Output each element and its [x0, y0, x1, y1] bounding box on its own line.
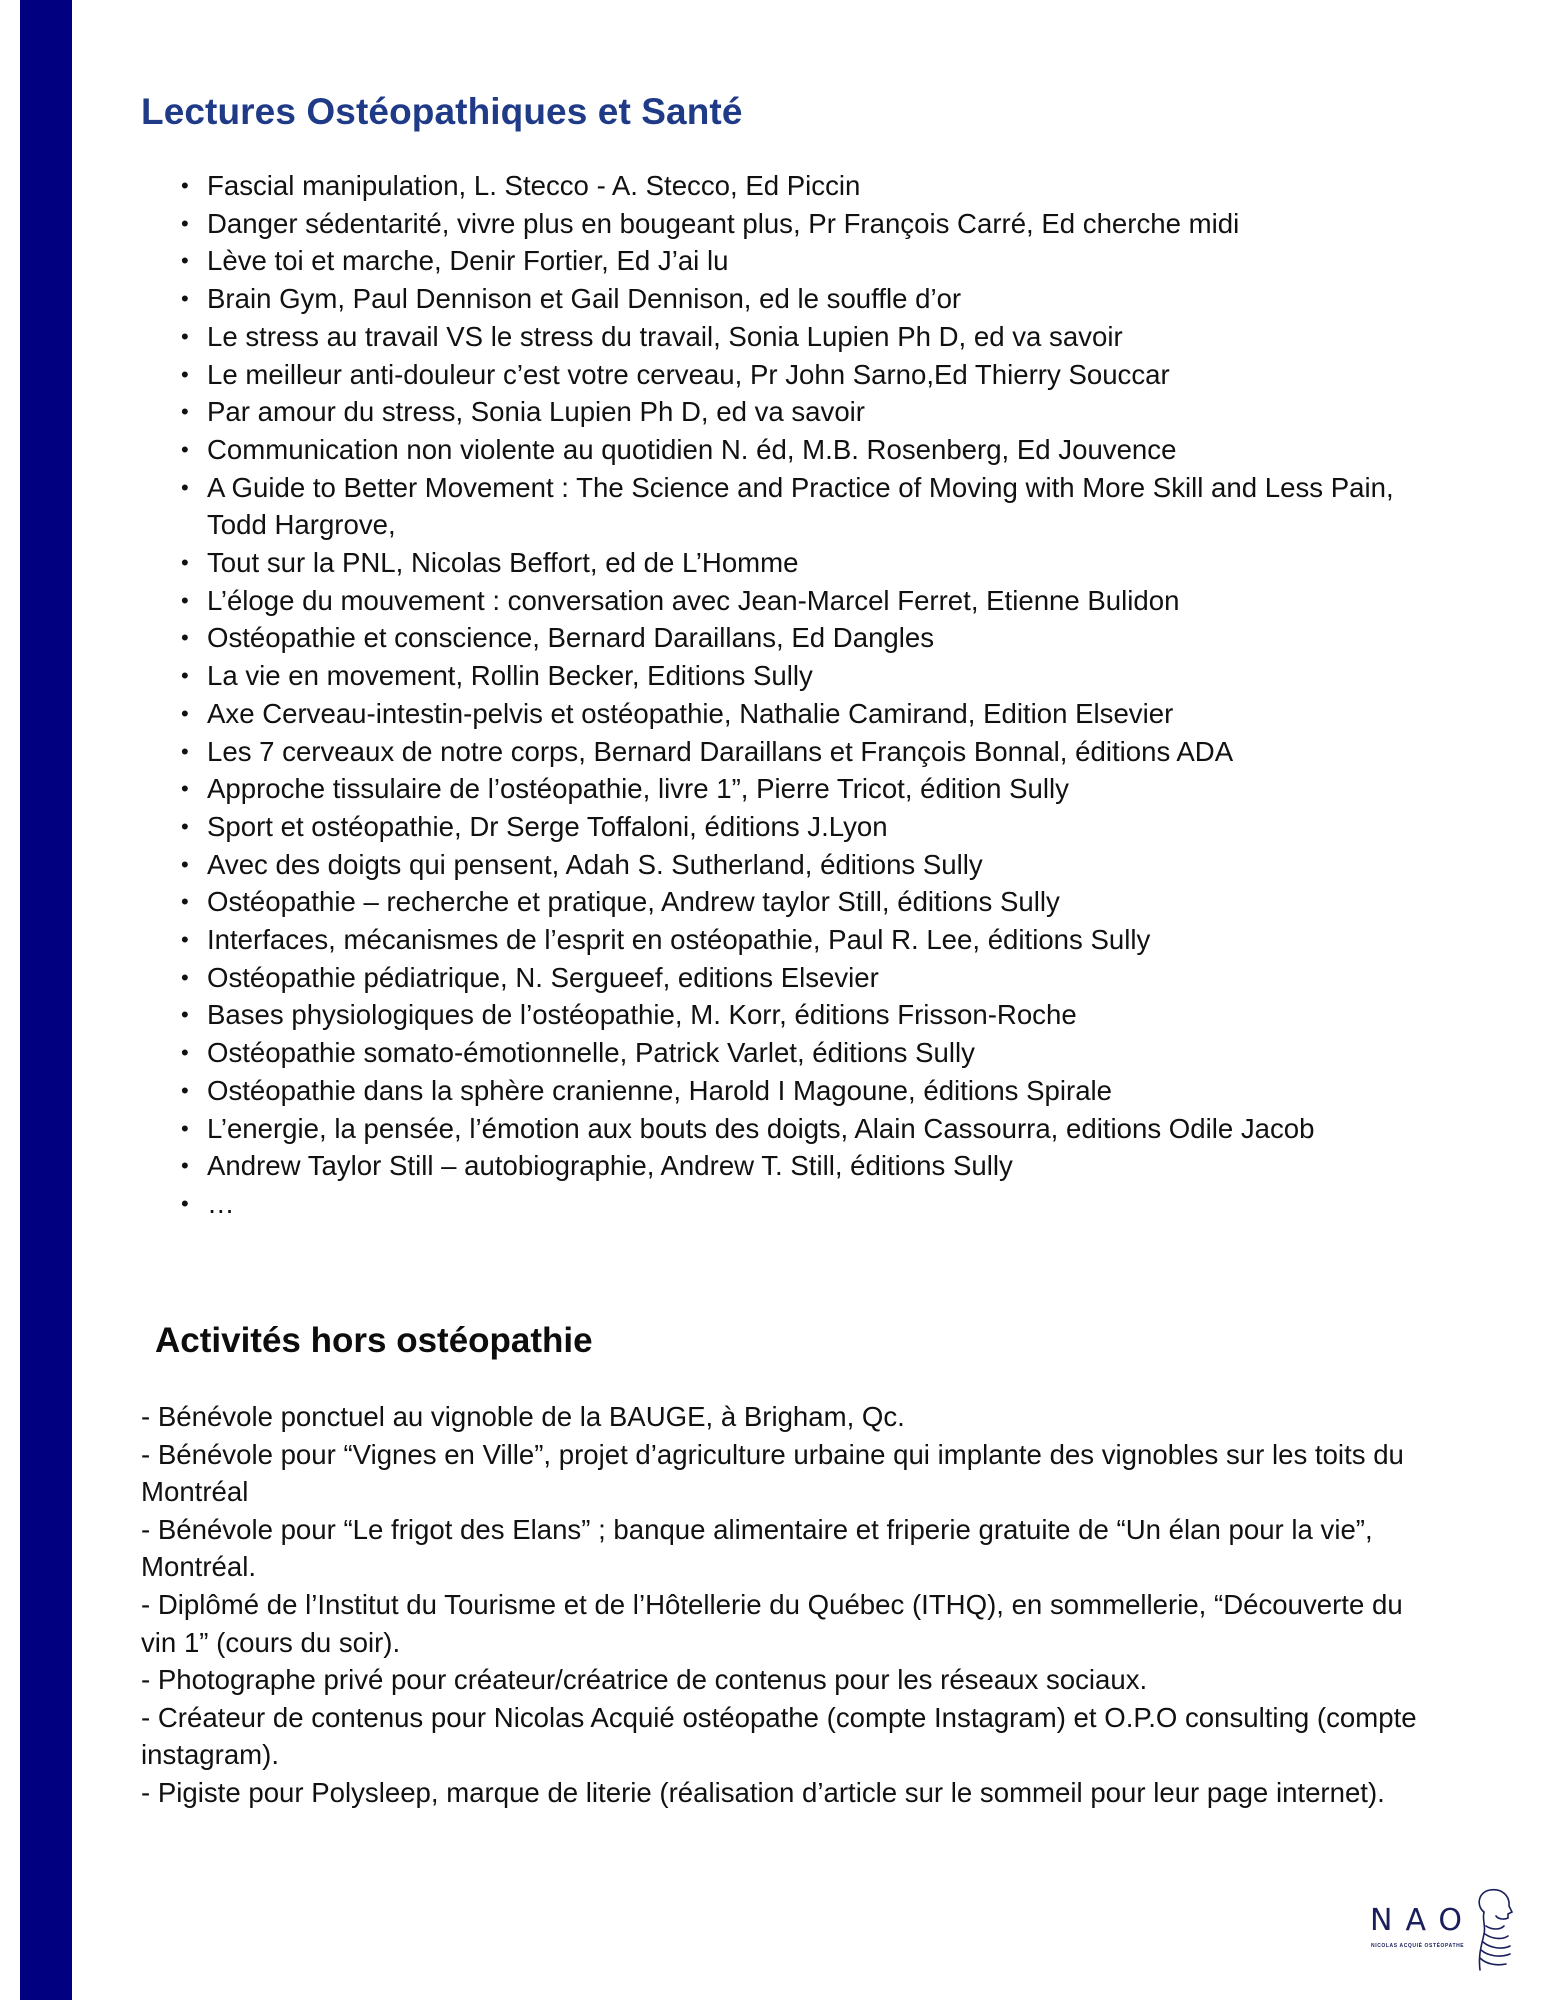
bullet-icon: • [181, 1190, 189, 1216]
bullet-icon: • [181, 889, 189, 915]
reading-list-item [181, 1147, 1447, 1185]
reading-item-text: Ostéopathie dans la sphère cranienne, Harold I Magoune, éditions Spirale [207, 1074, 1113, 1106]
reading-item-text: Interfaces, mécanismes de l’esprit en ostéopathie, Paul R. Lee, éditions Sully [207, 924, 1151, 956]
reading-list-item [181, 582, 1447, 620]
activity-item: - Bénévole pour “Le frigot des Elans” ; banque alimentaire et friperie gratuite de “Un élan pour la vie”, Montréal. [141, 1513, 1373, 1583]
reading-list-item [181, 1034, 1447, 1072]
bullet-icon: • [181, 1115, 189, 1141]
bullet-icon: • [181, 323, 189, 349]
bullet-icon: • [181, 361, 189, 387]
reading-list-item [181, 167, 1447, 205]
reading-list-item [181, 242, 1447, 280]
reading-item-text: Tout sur la PNL, Nicolas Beffort, ed de L’Homme [207, 547, 799, 579]
reading-list-item [181, 431, 1447, 469]
activity-item: - Pigiste pour Polysleep, marque de literie (réalisation d’article sur le sommeil pour leur page internet). [141, 1776, 1385, 1808]
reading-list [181, 167, 1447, 1223]
reading-list-item [181, 393, 1447, 431]
activity-item: - Photographe privé pour créateur/créatrice de contenus pour les réseaux sociaux. [141, 1664, 1148, 1696]
bullet-icon: • [181, 399, 189, 425]
reading-list-item [181, 959, 1447, 997]
reading-list-item [181, 469, 1447, 544]
reading-list-item [181, 883, 1447, 921]
reading-list-item [181, 657, 1447, 695]
bullet-icon: • [181, 248, 189, 274]
reading-item-text: Axe Cerveau-intestin-pelvis et ostéopathie, Nathalie Camirand, Edition Elsevier [207, 697, 1174, 729]
reading-item-text: Sport et ostéopathie, Dr Serge Toffaloni, éditions J.Lyon [207, 810, 888, 842]
activities-list [141, 1398, 1441, 1812]
reading-item-text: A Guide to Better Movement : The Science and Practice of Moving with More Skill and Less Pain, Todd Hargrove, [207, 471, 1394, 541]
reading-list-item [181, 544, 1447, 582]
bullet-icon: • [181, 927, 189, 953]
reading-item-text: Ostéopathie – recherche et pratique, Andrew taylor Still, éditions Sully [207, 886, 1060, 918]
reading-list-item [181, 280, 1447, 318]
reading-item-text: Danger sédentarité, vivre plus en bougeant plus, Pr François Carré, Ed cherche midi [207, 207, 1240, 239]
reading-item-text: Communication non violente au quotidien N. éd, M.B. Rosenberg, Ed Jouvence [207, 433, 1177, 465]
bullet-icon: • [181, 700, 189, 726]
reading-item-text: Les 7 cerveaux de notre corps, Bernard Daraillans et François Bonnal, éditions ADA [207, 735, 1234, 767]
bullet-icon: • [181, 550, 189, 576]
bullet-icon: • [181, 663, 189, 689]
logo-wordmark: NAO [1370, 1903, 1476, 1938]
reading-item-text: L’éloge du mouvement : conversation avec Jean-Marcel Ferret, Etienne Bulidon [207, 584, 1180, 616]
reading-item-text: Brain Gym, Paul Dennison et Gail Dennison, ed le souffle d’or [207, 283, 962, 315]
reading-list-item [181, 808, 1447, 846]
activity-item: - Diplômé de l’Institut du Tourisme et de l’Hôtellerie du Québec (ITHQ), en sommellerie, “Découverte du vin 1” (cours du soir). [141, 1588, 1403, 1658]
reading-item-text: … [207, 1187, 235, 1219]
reading-list-item [181, 1072, 1447, 1110]
logo-subtitle: NICOLAS ACQUIÉ OSTÉOPATHE [1371, 1943, 1465, 1949]
reading-item-text: Ostéopathie et conscience, Bernard Daraillans, Ed Dangles [207, 622, 935, 654]
reading-list-item [181, 996, 1447, 1034]
activity-item: - Bénévole ponctuel au vignoble de la BAUGE, à Brigham, Qc. [141, 1401, 905, 1432]
reading-item-text: Avec des doigts qui pensent, Adah S. Sutherland, éditions Sully [207, 848, 983, 880]
reading-item-text: Le meilleur anti-douleur c’est votre cerveau, Pr John Sarno,Ed Thierry Souccar [207, 358, 1170, 390]
reading-section-title: Lectures Ostéopathiques et Santé [141, 91, 743, 132]
reading-item-text: Par amour du stress, Sonia Lupien Ph D, ed va savoir [207, 396, 865, 428]
bullet-icon: • [181, 1002, 189, 1028]
reading-list-item [181, 846, 1447, 884]
activity-item: - Créateur de contenus pour Nicolas Acquié ostéopathe (compte Instagram) et O.P.O consulting (compte instagram). [141, 1701, 1417, 1771]
bullet-icon: • [181, 851, 189, 877]
reading-list-item [181, 356, 1447, 394]
reading-list-item [181, 205, 1447, 243]
reading-item-text: Lève toi et marche, Denir Fortier, Ed J’ai lu [207, 245, 729, 277]
reading-item-text: Approche tissulaire de l’ostéopathie, livre 1”, Pierre Tricot, édition Sully [207, 773, 1069, 805]
reading-list-item [181, 1110, 1447, 1148]
bullet-icon: • [181, 210, 189, 236]
reading-list-item [181, 318, 1447, 356]
reading-item-text: L’energie, la pensée, l’émotion aux bouts des doigts, Alain Cassourra, editions Odile Jacob [207, 1112, 1315, 1144]
bullet-icon: • [181, 587, 189, 613]
bullet-icon: • [181, 474, 189, 500]
bullet-icon: • [181, 1077, 189, 1103]
activities-section-title: Activités hors ostéopathie [155, 1321, 593, 1360]
reading-item-text: Ostéopathie pédiatrique, N. Sergueef, editions Elsevier [207, 961, 879, 993]
activity-item: - Bénévole pour “Vignes en Ville”, projet d’agriculture urbaine qui implante des vignobles sur les toits du Montréal [141, 1438, 1404, 1508]
nao-logo [1366, 1884, 1526, 1976]
reading-list-item [181, 921, 1447, 959]
bullet-icon: • [181, 776, 189, 802]
bullet-icon: • [181, 436, 189, 462]
bullet-icon: • [181, 625, 189, 651]
reading-list-item [181, 1185, 1447, 1223]
reading-item-text: La vie en movement, Rollin Becker, Editions Sully [207, 660, 813, 692]
bullet-icon: • [181, 738, 189, 764]
reading-list-item [181, 733, 1447, 771]
reading-item-text: Bases physiologiques de l’ostéopathie, M. Korr, éditions Frisson-Roche [207, 999, 1077, 1031]
bullet-icon: • [181, 173, 189, 198]
reading-list-item [181, 619, 1447, 657]
reading-list-item [181, 770, 1447, 808]
reading-item-text: Fascial manipulation, L. Stecco - A. Stecco, Ed Piccin [207, 170, 861, 201]
sidebar-accent-bar [20, 0, 72, 2000]
reading-item-text: Ostéopathie somato-émotionnelle, Patrick Varlet, éditions Sully [207, 1037, 975, 1069]
bullet-icon: • [181, 964, 189, 990]
bullet-icon: • [181, 813, 189, 839]
reading-item-text: Andrew Taylor Still – autobiographie, Andrew T. Still, éditions Sully [207, 1150, 1013, 1182]
bullet-icon: • [181, 1040, 189, 1066]
skull-spine-icon [1470, 1886, 1516, 1974]
bullet-icon: • [181, 286, 189, 312]
reading-item-text: Le stress au travail VS le stress du travail, Sonia Lupien Ph D, ed va savoir [207, 320, 1123, 352]
bullet-icon: • [181, 1153, 189, 1179]
reading-list-item [181, 695, 1447, 733]
